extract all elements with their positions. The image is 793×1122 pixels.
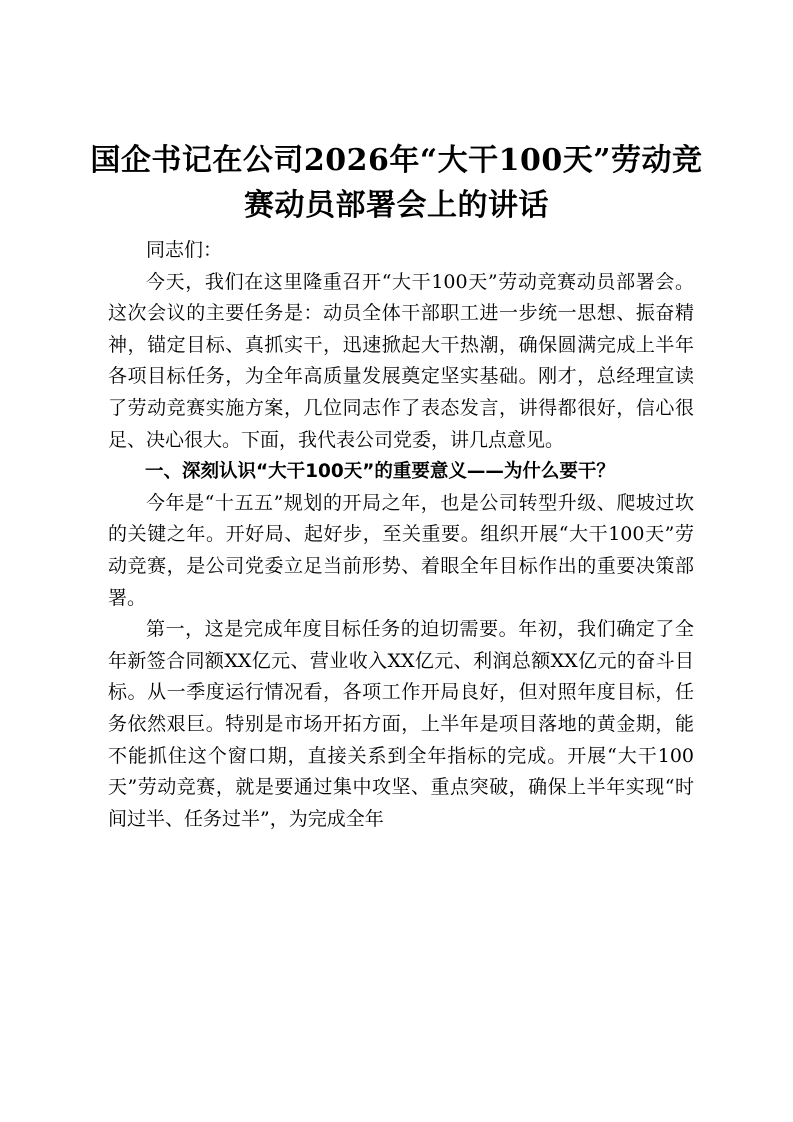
paragraph-context: 今年是“十五五”规划的开局之年，也是公司转型升级、爬坡过坎的关键之年。开好局、起好步，至关重要。组织开展“大干100天”劳动竞赛，是公司党委立足当前形势、着眼全年目标作出的重要决策部署。 [108, 491, 694, 609]
paragraph-opening: 今天，我们在这里隆重召开“大干100天”劳动竞赛动员部署会。这次会议的主要任务是：动员全体干部职工进一步统一思想、振奋精神，锚定目标、真抓实干，迅速掀起大干热潮，确保圆满完成上半年各项目标任务，为全年高质量发展奠定坚实基础。刚才，总经理宣读了劳动竞赛实施方案，几位同志作了表态发言，讲得都很好，信心很足、决心很大。下面，我代表公司党委，讲几点意见。 [108, 270, 694, 451]
salutation: 同志们： [146, 239, 223, 261]
document-title: 国企书记在公司2026年“大干100天”劳动竞赛动员部署会上的讲话 [90, 143, 703, 223]
document-body [108, 235, 694, 835]
section-heading-1: 一、深刻认识“大干100天”的重要意义——为什么要干？ [145, 461, 615, 483]
paragraph-first-point: 第一，这是完成年度目标任务的迫切需要。年初，我们确定了全年新签合同额XX亿元、营业收入XX亿元、利润总额XX亿元的奋斗目标。从一季度运行情况看，各项工作开局良好，但对照年度目标，任务依然艰巨。特别是市场开拓方面，上半年是项目落地的黄金期，能不能抓住这个窗口期，直接关系到全年指标的完成。开展“大干100天”劳动竞赛，就是要通过集中攻坚、重点突破，确保上半年实现“时间过半、任务过半”，为完成全年 [108, 618, 694, 830]
